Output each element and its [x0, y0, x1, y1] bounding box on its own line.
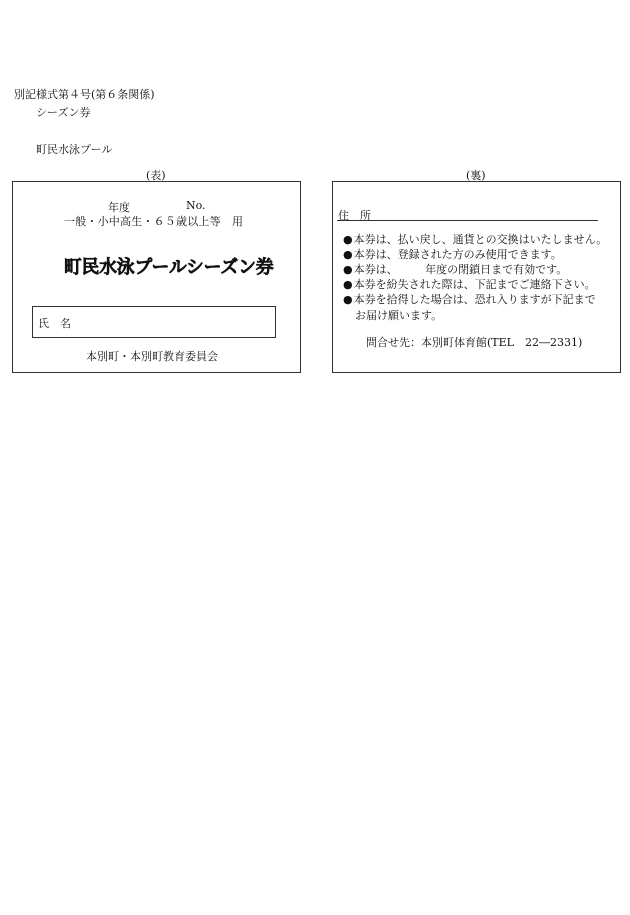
- facility-name: 町民水泳プール: [36, 143, 113, 156]
- notice-item: [343, 262, 567, 277]
- front-side-label: (表): [146, 169, 166, 182]
- notice-text: 本券を紛失された際は、下記までご連絡下さい。: [353, 278, 596, 291]
- back-side-label: (裏): [466, 169, 486, 182]
- address-label: 住 所: [338, 209, 371, 222]
- notice-item: [343, 247, 562, 262]
- contact-info: 問合せ先：本別町体育館(TEL 22―2331): [366, 336, 583, 349]
- notice-item: [343, 292, 596, 307]
- notice-text: 本券を拾得した場合は、恐れ入りますが下記まで: [353, 293, 596, 306]
- address-underline: [337, 220, 598, 221]
- bullet-icon: ●: [343, 278, 353, 291]
- name-label: 氏 名: [38, 317, 71, 330]
- notice-text: 本券は、払い戻し、通貨との交換はいたしません。: [353, 233, 608, 246]
- bullet-icon: ●: [343, 293, 353, 306]
- number-label: No.: [186, 199, 206, 212]
- form-reference: 別記様式第４号(第６条関係): [14, 88, 155, 101]
- issuer: 本別町・本別町教育委員会: [86, 350, 218, 363]
- ticket-title: 町民水泳プールシーズン券: [64, 257, 274, 278]
- notice-item: [343, 277, 596, 292]
- notice-text: 本券は、登録された方のみ使用できます。: [353, 248, 562, 261]
- bullet-icon: ●: [343, 233, 353, 246]
- bullet-icon: ●: [343, 263, 353, 276]
- eligibility-text: 一般・小中高生・６５歳以上等 用: [64, 215, 244, 228]
- document-type: シーズン券: [36, 106, 91, 119]
- year-label: 年度: [108, 201, 130, 214]
- notice-item: [343, 232, 607, 247]
- notice-continuation: お届け願います。: [355, 309, 443, 322]
- bullet-icon: ●: [343, 248, 353, 261]
- notice-text: 本券は、 年度の閉鎖日まで有効です。: [353, 263, 568, 276]
